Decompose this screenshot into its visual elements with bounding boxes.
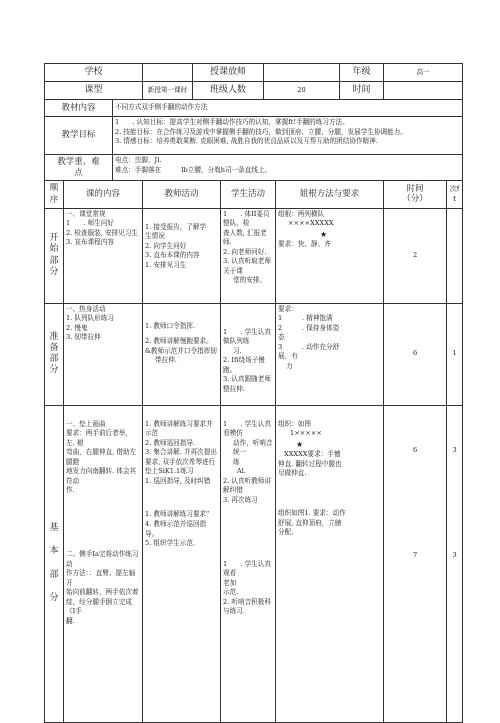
warm-time: 6 bbox=[384, 303, 447, 405]
key-label: 教学重、难 点 bbox=[45, 155, 113, 181]
grade-value: 高一 bbox=[384, 64, 463, 82]
school-label: 学校 bbox=[45, 64, 143, 82]
section-warm-label: 准 备 部 分 bbox=[45, 303, 64, 405]
start-student: 1 . 体II委员整队，检 查人数, 汇报老师. 2. 向老师问好. 3. 认真听取老师关于课 堂的安排。 bbox=[221, 208, 276, 303]
lesson-type-value: 新授第一课时 bbox=[143, 82, 193, 100]
school-value bbox=[143, 64, 193, 82]
content-value: 不同方式双手侧手翻的动作方法 bbox=[113, 100, 463, 117]
grade-label: 年级 bbox=[340, 64, 384, 82]
warm-teacher: 1. 教师口令指挥. 2. 教师讲解慢跑要求。 &教师示范并口令指挥韧 带拉伸. bbox=[143, 303, 221, 405]
content-label: 教材内容 bbox=[45, 100, 113, 117]
basic-times: 3 3 bbox=[447, 405, 463, 722]
section-basic-label: 基 本 部 分 bbox=[45, 405, 64, 722]
start-content: 一、课堂常规 1 . 师生问好 2. 检查服装, 安排见习生 3. 宣布课程内容 bbox=[64, 208, 143, 303]
col-content: 课的内容 bbox=[64, 181, 143, 209]
warm-student: 1 . 学生认真做队列练 习. 2. Ifi绕场子慢跑。 3. 认真跟随老师整拉伸. bbox=[221, 303, 276, 405]
teacher-label: 授课放师 bbox=[193, 64, 264, 82]
class-size-label: 班级人数 bbox=[193, 82, 264, 100]
basic-method: 组织：如图 1××××× ★ XXXXX要求：手憾 伸直. 翻转过程中腿也 尽做伸直. 组织如图1. 要求：动作 舒展, 直仰顶府，立腋 分配, bbox=[276, 405, 384, 722]
col-order: 顺序 bbox=[45, 181, 64, 209]
warm-content: 一、热身活动 1. 队列队形练习 2. 慢鬼 3. 韧带拉伸 bbox=[64, 303, 143, 405]
class-size-value: 20 bbox=[264, 82, 340, 100]
basic-student: 1 . 学生认真看模仿 动作，听哨音统一 练 Al. 2. 认真听教师讲解纠错 3. 再次练习 1 . 学生认真观看 老加 示范. 2. 听哨音积极科与练习. bbox=[221, 405, 276, 722]
basic-time: 6 7 bbox=[384, 405, 447, 722]
key-focus: 电点：虫脚，Jl. bbox=[115, 156, 162, 164]
start-method: 组根：两列横队 ××××XXXXX ★ 要求：快、静、齐 bbox=[276, 208, 384, 303]
basic-teacher: 1. 教师讲解练习要求并 示范 2. 教师巡回指导. 3. 集合讲解. 并再次提出 要求, 双手依次希琴进行 垫上SiK1.1练习 1. 巡回指导, 及时纠错 1. 教师讲解练习要求" 4. 教师示范并巡回指 导。 5. 组织学生示范. bbox=[143, 405, 221, 722]
goals-label: 教学目标 bbox=[45, 117, 113, 155]
key-value bbox=[113, 155, 463, 181]
goal-line: 2. 技能目标：在合作练习及游戏中掌握侧手翻的技巧，做到顶府、立腰、分腿，发展学生协调能力。 bbox=[115, 127, 407, 136]
lesson-plan-table bbox=[44, 63, 463, 723]
time-value bbox=[384, 82, 463, 100]
col-time: 时间 （分） bbox=[384, 181, 447, 209]
start-teacher: 1. 接受报告，了解学 生情况 2. 向学生问好 3. 直布本课的内容 1. 安排见习生 bbox=[143, 208, 221, 303]
start-time: 2 bbox=[384, 208, 447, 303]
start-times bbox=[447, 208, 463, 303]
key-difficulty: 难点：手脚落在 Ib立腰，分胤h司一条直线上。 bbox=[115, 165, 272, 174]
time-label: 时间 bbox=[340, 82, 384, 100]
goal-line: 1 . 认知目标：提高学生对侧手翻动作技巧的认知，掌握ft!手翻的练习方法。 bbox=[115, 118, 349, 126]
teacher-value bbox=[264, 64, 340, 82]
goals-value bbox=[113, 117, 463, 155]
basic-content: 一、垫上画曲 要求：两手前后者举，左. 褪 弯曲，右腿伸直, 借助左腿蹬 地发力向南翻转. 体会其符动 作. 二、侧手Ia完将动作练习动 作方法：：直臂、提左轴开 始向前翻转，两手依次着 绽，经分腿手倒立完成《I手 翻. bbox=[64, 405, 143, 722]
warm-times: 1 bbox=[447, 303, 463, 405]
col-method: 姐根方法与要求 bbox=[276, 181, 384, 209]
lesson-type-label: 课型 bbox=[45, 82, 143, 100]
warm-method: 要求： 1 . 精神饱满 2 . 保持身体姿 态 3 . 动作充分舒 展，有 力 bbox=[276, 303, 384, 405]
section-start-label: 开 始 部 分 bbox=[45, 208, 64, 303]
goal-line: 3. 情感目标：培养勇敢果断. 克眼困难, 战胜自我的优良品质以及互帮互助的团结协作精神. bbox=[115, 137, 378, 146]
col-teacher: 教师活动 bbox=[143, 181, 221, 209]
col-student: 学生活动 bbox=[221, 181, 276, 209]
col-times: 次ft bbox=[447, 181, 463, 209]
